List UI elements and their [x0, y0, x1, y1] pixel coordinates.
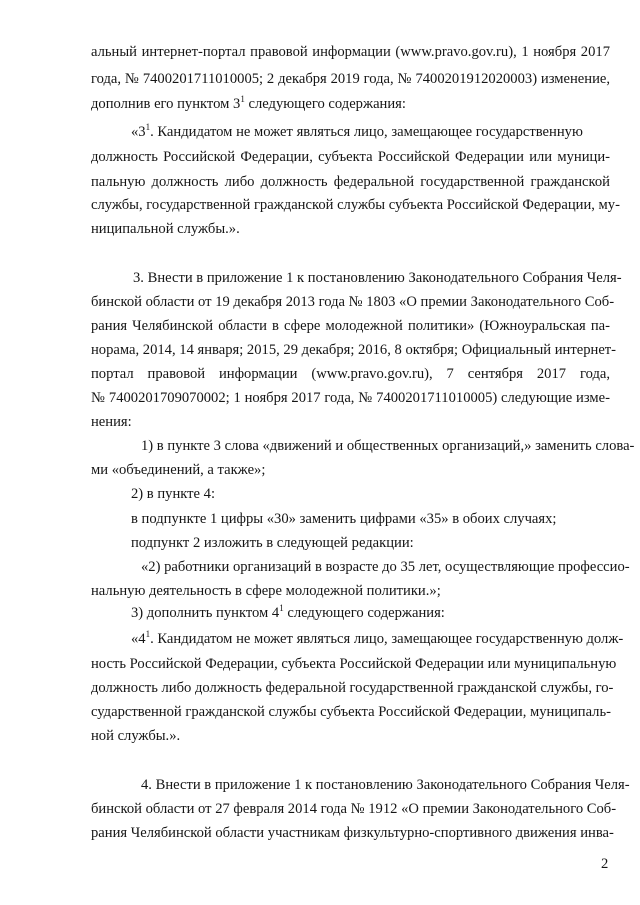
text-line: бинской области от 27 февраля 2014 года № 1912 «О премии Законодательного Соб-	[91, 801, 617, 817]
text-line: пальную должность либо должность федеральной государственной гражданской	[91, 174, 610, 190]
text-line: рания Челябинской области в сфере молодежной политики» (Южноуральская па-	[91, 318, 610, 334]
text-line: службы, государственной гражданской службы субъекта Российской Федерации, му-	[91, 197, 620, 213]
text-line: ной службы.».	[91, 728, 181, 744]
text-line: года, № 7400201711010005; 2 декабря 2019 года, № 7400201912020003) изменение,	[91, 71, 610, 87]
text-line: № 7400201709070002; 1 ноября 2017 года, № 7400201711010005) следующие изме-	[91, 390, 610, 406]
text-line: «$4^1$. Кандидатом не может являться лицо, замещающее государственную долж-	[131, 629, 624, 647]
text-line: портал правовой информации (www.pravo.gov.ru), 7 сентября 2017 года,	[91, 366, 610, 382]
superscript: 1	[279, 603, 284, 613]
text-line: ми «объединений, а также»;	[91, 462, 266, 478]
text-line: в подпункте 1 цифры «30» заменить цифрами «35» в обоих случаях;	[131, 511, 557, 527]
text-line: рания Челябинской области участникам физкультурно-спортивного движения инва-	[91, 825, 614, 841]
text-line: бинской области от 19 декабря 2013 года № 1803 «О премии Законодательного Соб-	[91, 294, 615, 310]
text-line: альный интернет-портал правовой информации (www.pravo.gov.ru), 1 ноября 2017	[91, 44, 610, 60]
text-line: норама, 2014, 14 января; 2015, 29 декабря; 2016, 8 октября; Официальный интернет-	[91, 342, 617, 358]
text-line: 3) дополнить пунктом $4^1$ следующего содержания:	[131, 603, 445, 621]
text-line: должность либо должность федеральной государственной гражданской службы, го-	[91, 680, 614, 696]
superscript: 1	[145, 122, 151, 132]
text-line: нения:	[91, 414, 132, 430]
text-line: 1) в пункте 3 слова «движений и общественных организаций,» заменить слова-	[141, 438, 635, 454]
text-line: дополнив его пунктом $3^1$ следующего содержания:	[91, 94, 406, 112]
page-number: 2	[601, 856, 609, 872]
text-line: подпункт 2 изложить в следующей редакции:	[131, 535, 414, 551]
text-line: нальную деятельность в сфере молодежной политики.»;	[91, 583, 441, 599]
text-line: 2) в пункте 4:	[131, 486, 216, 502]
text-line: сударственной гражданской службы субъекта Российской Федерации, муниципаль-	[91, 704, 611, 720]
text-line: 4. Внести в приложение 1 к постановлению Законодательного Собрания Челя-	[141, 777, 630, 793]
text-line: должность Российской Федерации, субъекта Российской Федерации или муници-	[91, 149, 610, 165]
superscript: 1	[145, 629, 151, 639]
text-line: 3. Внести в приложение 1 к постановлению Законодательного Собрания Челя-	[133, 270, 622, 286]
text-line: ниципальной службы.».	[91, 221, 240, 237]
text-line: ность Российской Федерации, субъекта Российской Федерации или муниципальную	[91, 656, 617, 672]
superscript: 1	[240, 94, 245, 104]
text-line: «$3^1$. Кандидатом не может являться лицо, замещающее государственную	[131, 122, 583, 140]
text-line: «2) работники организаций в возрасте до 35 лет, осуществляющие профессио-	[141, 559, 630, 575]
